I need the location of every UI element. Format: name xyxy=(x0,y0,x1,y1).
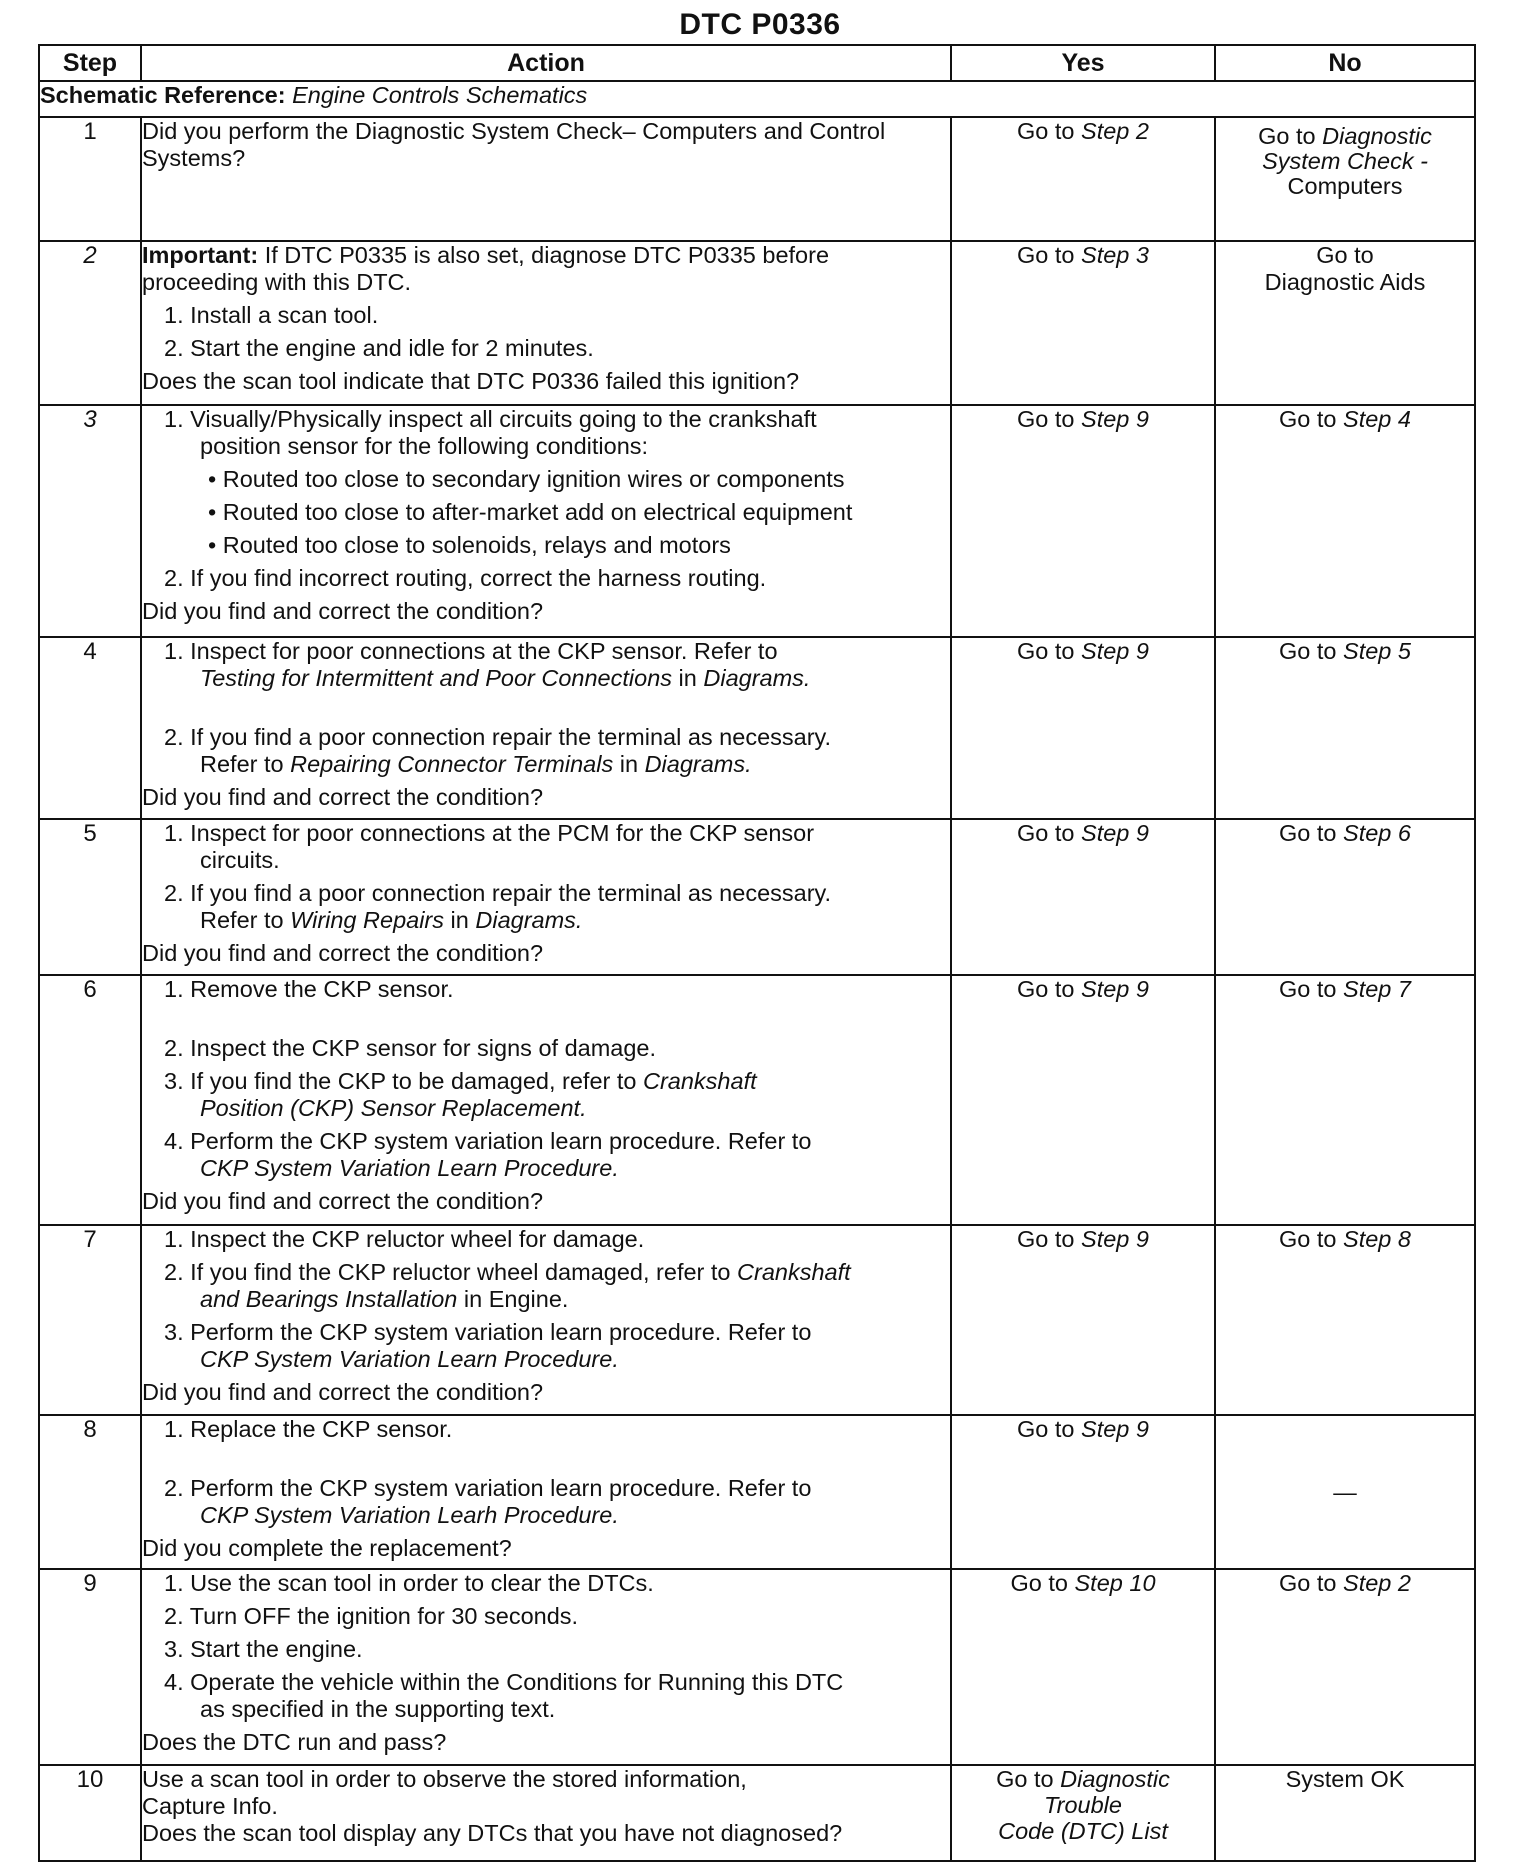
table-row-step-9 xyxy=(39,1569,1475,1765)
header-action: Action xyxy=(141,45,951,81)
question: Does the DTC run and pass? xyxy=(142,1729,447,1755)
schematic-label: Schematic Reference: xyxy=(40,82,286,108)
step-number: 1 xyxy=(39,117,141,241)
yes-cell[interactable]: Go to Diagnostic Trouble Code (DTC) List xyxy=(951,1765,1215,1861)
step-number: 10 xyxy=(39,1765,141,1861)
step-action: 1. Inspect the CKP reluctor wheel for damage. 2. If you find the CKP reluctor wheel damaged, refer to Crankshaft and Bearings Installation in Engine. 3. Perform the CKP system variation learn procedure. Refer to CKP System Variation Learn Procedure. Did you find and correct the condition? xyxy=(141,1225,951,1415)
step-action xyxy=(141,117,951,241)
yes-cell[interactable]: Go to Step 3 xyxy=(951,241,1215,405)
step-action: Use a scan tool in order to observe the stored information, Capture Info. Does the scan tool display any DTCs that you have not diagnosed? xyxy=(141,1765,951,1861)
question: Does the scan tool display any DTCs that you have not diagnosed? xyxy=(142,1820,843,1846)
diagnostic-table xyxy=(38,44,1476,1862)
table-row-step-8 xyxy=(39,1415,1475,1569)
no-cell[interactable]: Go to Step 2 xyxy=(1215,1569,1475,1765)
yes-cell[interactable]: Go to Step 9 xyxy=(951,819,1215,975)
step-action: 1. Remove the CKP sensor. 2. Inspect the CKP sensor for signs of damage. 3. If you find the CKP to be damaged, refer to Crankshaft Position (CKP) Sensor Replacement. 4. Perform the CKP system variation learn procedure. Refer to CKP System Variation Learn Procedure. Did you find and correct the condition? xyxy=(141,975,951,1225)
table-row-step-6 xyxy=(39,975,1475,1225)
yes-cell[interactable]: Go to Step 9 xyxy=(951,637,1215,819)
schematic-link[interactable]: Engine Controls Schematics xyxy=(292,82,588,108)
table-row-step-3 xyxy=(39,405,1475,637)
header-no: No xyxy=(1215,45,1475,81)
no-cell[interactable]: Go to Step 7 xyxy=(1215,975,1475,1225)
yes-cell[interactable]: Go to Step 2 xyxy=(951,117,1215,241)
no-cell[interactable]: Go to Diagnostic Aids xyxy=(1215,241,1475,405)
yes-cell[interactable]: Go to Step 9 xyxy=(951,1225,1215,1415)
no-cell: — xyxy=(1215,1415,1475,1569)
header-yes: Yes xyxy=(951,45,1215,81)
no-cell[interactable]: Go to Step 4 xyxy=(1215,405,1475,637)
step-action: Important: If DTC P0335 is also set, diagnose DTC P0335 before proceeding with this DTC. 1. Install a scan tool. 2. Start the engine and idle for 2 minutes. Does the scan tool indicate that DTC P0336 failed this ignition? xyxy=(141,241,951,405)
step-action: 1. Inspect for poor connections at the PCM for the CKP sensor circuits. 2. If you find a poor connection repair the terminal as necessary. Refer to Wiring Repairs in Diagrams. Did you find and correct the condition? xyxy=(141,819,951,975)
step-number: 7 xyxy=(39,1225,141,1415)
schematic-reference xyxy=(39,81,1475,117)
question: Did you complete the replacement? xyxy=(142,1535,512,1561)
step-number: 3 xyxy=(39,405,141,637)
step-number: 6 xyxy=(39,975,141,1225)
question: Did you perform the Diagnostic System Check– Computers and Control Systems? xyxy=(142,118,886,171)
step-action: 1. Replace the CKP sensor. 2. Perform the CKP system variation learn procedure. Refer to CKP System Variation Learh Procedure. Did you complete the replacement? xyxy=(141,1415,951,1569)
question: Does the scan tool indicate that DTC P0336 failed this ignition? xyxy=(142,368,800,394)
question: Did you find and correct the condition? xyxy=(142,598,544,624)
table-row-step-1 xyxy=(39,117,1475,241)
yes-cell[interactable]: Go to Step 9 xyxy=(951,1415,1215,1569)
schematic-reference-row xyxy=(39,81,1475,117)
no-cell[interactable]: Go to Diagnostic System Check - Computers xyxy=(1215,117,1475,241)
yes-cell[interactable]: Go to Step 9 xyxy=(951,975,1215,1225)
table-row-step-5 xyxy=(39,819,1475,975)
no-cell[interactable]: Go to Step 5 xyxy=(1215,637,1475,819)
table-row-step-10 xyxy=(39,1765,1475,1861)
no-cell[interactable]: Go to Step 6 xyxy=(1215,819,1475,975)
question: Did you find and correct the condition? xyxy=(142,1188,544,1214)
question: Did you find and correct the condition? xyxy=(142,940,544,966)
no-cell: System OK xyxy=(1215,1765,1475,1861)
question: Did you find and correct the condition? xyxy=(142,784,544,810)
no-cell[interactable]: Go to Step 8 xyxy=(1215,1225,1475,1415)
step-number: 2 xyxy=(39,241,141,405)
step-action: 1. Inspect for poor connections at the CKP sensor. Refer to Testing for Intermittent and Poor Connections in Diagrams. 2. If you find a poor connection repair the terminal as necessary. Refer to Repairing Connector Terminals in Diagrams. Did you find and correct the condition? xyxy=(141,637,951,819)
table-row-step-2 xyxy=(39,241,1475,405)
yes-cell[interactable]: Go to Step 9 xyxy=(951,405,1215,637)
step-action: 1. Use the scan tool in order to clear the DTCs. 2. Turn OFF the ignition for 30 seconds. 3. Start the engine. 4. Operate the vehicle within the Conditions for Running this DTC as specified in the supporting text. Does the DTC run and pass? xyxy=(141,1569,951,1765)
step-number: 4 xyxy=(39,637,141,819)
header-row xyxy=(39,45,1475,81)
step-number: 5 xyxy=(39,819,141,975)
step-number: 8 xyxy=(39,1415,141,1569)
step-action: 1. Visually/Physically inspect all circuits going to the crankshaft position sensor for the following conditions: • Routed too close to secondary ignition wires or components • Routed too close to after-market add on electrical equipment • Routed too close to solenoids, relays and motors 2. If you find incorrect routing, correct the harness routing. Did you find and correct the condition? xyxy=(141,405,951,637)
step-number: 9 xyxy=(39,1569,141,1765)
header-step: Step xyxy=(39,45,141,81)
table-row-step-4 xyxy=(39,637,1475,819)
yes-cell[interactable]: Go to Step 10 xyxy=(951,1569,1215,1765)
question: Did you find and correct the condition? xyxy=(142,1379,544,1405)
important-note: Important: If DTC P0335 is also set, diagnose DTC P0335 before proceeding with this DTC. xyxy=(142,242,830,295)
table-row-step-7 xyxy=(39,1225,1475,1415)
page-title: DTC P0336 xyxy=(679,8,841,41)
